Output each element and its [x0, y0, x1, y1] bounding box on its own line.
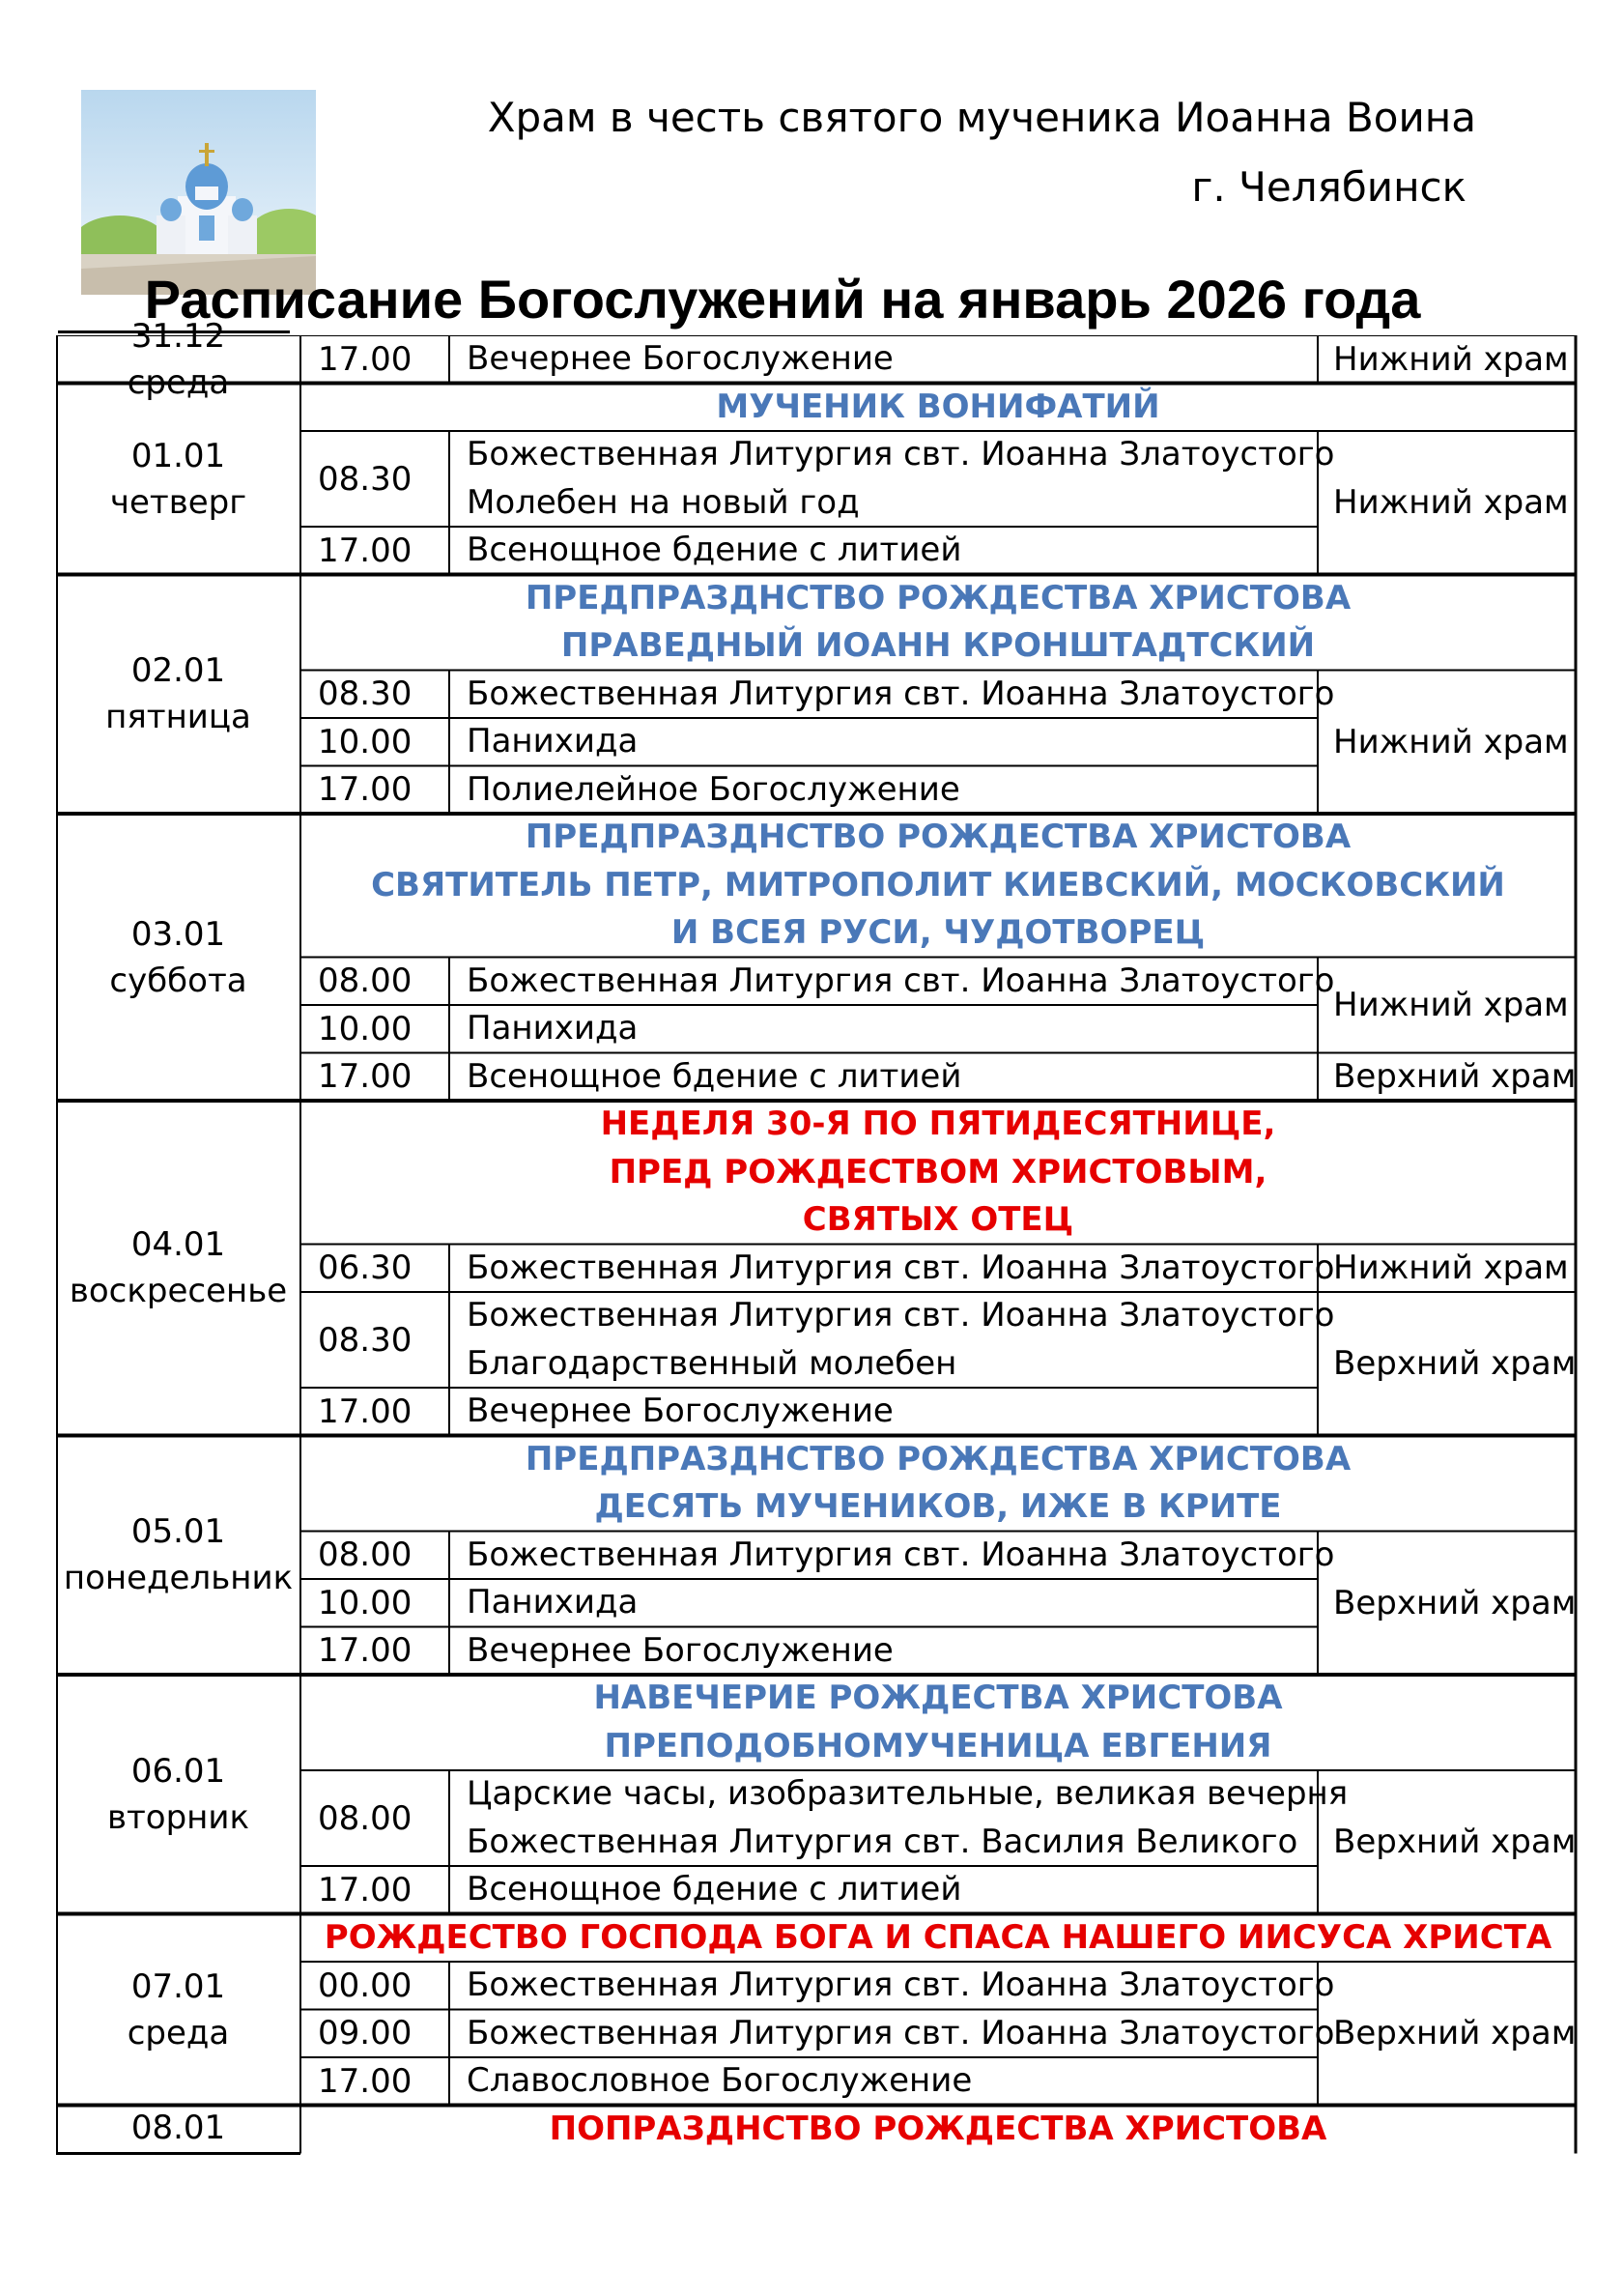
city-name: г. Челябинск — [1191, 163, 1466, 211]
service-name: Всенощное бдение с литией — [467, 531, 962, 569]
service-time: 17.00 — [318, 1631, 413, 1671]
day-weekday: четверг — [109, 482, 247, 522]
place-name: Верхний храм — [1333, 2014, 1577, 2053]
feast-title: РОЖДЕСТВО ГОСПОДА БОГА И СПАСА НАШЕГО ИИСУСА ХРИСТА — [324, 1917, 1552, 1957]
feast-title: МУЧЕНИК ВОНИФАТИЙ — [716, 387, 1160, 426]
service-time: 17.00 — [318, 1870, 413, 1909]
service-time: 17.00 — [318, 1392, 413, 1431]
service-name: Божественная Литургия свт. Иоанна Златоустого — [467, 961, 1335, 1000]
service-time: 08.00 — [318, 1535, 413, 1575]
feast-title: НЕДЕЛЯ 30-Я ПО ПЯТИДЕСЯТНИЦЕ, — [600, 1105, 1276, 1143]
place-name: Нижний храм — [1333, 339, 1569, 379]
place-name: Нижний храм — [1333, 1248, 1569, 1288]
day-date: 08.01 — [130, 2108, 226, 2147]
day-weekday: среда — [127, 362, 230, 402]
service-name: Божественная Литургия свт. Иоанна Златоустого — [467, 1248, 1335, 1287]
day-weekday: суббота — [109, 961, 247, 1000]
service-name: Благодарственный молебен — [467, 1343, 957, 1383]
place-name: Нижний храм — [1333, 722, 1569, 761]
service-name: Славословное Богослужение — [467, 2061, 973, 2100]
service-name: Божественная Литургия свт. Иоанна Златоустого — [467, 1966, 1335, 2004]
service-name: Божественная Литургия свт. Василия Великого — [467, 1822, 1298, 1861]
place-name: Верхний храм — [1333, 1344, 1577, 1384]
feast-title: СВЯТЫХ ОТЕЦ — [802, 1200, 1074, 1239]
day-weekday: пятница — [105, 698, 251, 737]
day-date: 03.01 — [130, 914, 226, 954]
service-name: Полиелейное Богослужение — [467, 769, 960, 809]
service-name: Божественная Литургия свт. Иоанна Златоустого — [467, 1296, 1335, 1335]
place-name: Нижний храм — [1333, 986, 1569, 1024]
feast-title: ПРЕДПРАЗДНСТВО РОЖДЕСТВА ХРИСТОВА — [525, 818, 1352, 856]
service-time: 08.30 — [318, 1320, 413, 1360]
service-name: Божественная Литургия свт. Иоанна Златоустого — [467, 674, 1335, 713]
service-name: Божественная Литургия свт. Иоанна Златоустого — [467, 2013, 1335, 2052]
service-name: Божественная Литургия свт. Иоанна Златоустого — [467, 435, 1335, 474]
schedule-table — [56, 316, 1578, 2232]
feast-title: И ВСЕЯ РУСИ, ЧУДОТВОРЕЦ — [670, 913, 1206, 952]
day-date: 02.01 — [130, 651, 226, 691]
service-name: Вечернее Богослужение — [467, 339, 894, 378]
service-name: Всенощное бдение с литией — [467, 1056, 962, 1096]
service-name: Панихида — [467, 722, 639, 761]
feast-title: ПРЕД РОЖДЕСТВОМ ХРИСТОВЫМ, — [609, 1152, 1267, 1191]
service-name: Всенощное бдение с литией — [467, 1870, 962, 1909]
day-date: 07.01 — [130, 1966, 226, 2006]
service-time: 09.00 — [318, 2014, 413, 2053]
feast-title: СВЯТИТЕЛЬ ПЕТР, МИТРОПОЛИТ КИЕВСКИЙ, МОСКОВСКИЙ — [371, 865, 1505, 904]
day-weekday: воскресенье — [69, 1272, 288, 1311]
place-name: Верхний храм — [1333, 1583, 1577, 1622]
feast-title: ПРЕДПРАЗДНСТВО РОЖДЕСТВА ХРИСТОВА — [525, 578, 1352, 617]
day-weekday: среда — [127, 2013, 230, 2052]
service-time: 10.00 — [318, 722, 413, 761]
day-date: 01.01 — [130, 436, 226, 475]
service-time: 10.00 — [318, 1009, 413, 1048]
service-name: Царские часы, изобразительные, великая вечерня — [467, 1774, 1349, 1813]
service-time: 17.00 — [318, 2061, 413, 2101]
place-name: Верхний храм — [1333, 1822, 1577, 1862]
service-time: 00.00 — [318, 1966, 413, 2005]
service-name: Панихида — [467, 1009, 639, 1048]
feast-title: ДЕСЯТЬ МУЧЕНИКОВ, ИЖЕ В КРИТЕ — [594, 1487, 1282, 1526]
feast-title: ПРЕДПРАЗДНСТВО РОЖДЕСТВА ХРИСТОВА — [525, 1439, 1352, 1478]
feast-title: ПРЕПОДОБНОМУЧЕНИЦА ЕВГЕНИЯ — [604, 1726, 1272, 1765]
service-name: Вечернее Богослужение — [467, 1392, 894, 1430]
day-date: 31.12 — [130, 316, 226, 356]
feast-title: ПРАВЕДНЫЙ ИОАНН КРОНШТАДТСКИЙ — [560, 626, 1316, 665]
page-title: Расписание Богослужений на январь 2026 года — [144, 269, 1421, 330]
service-time: 06.30 — [318, 1248, 413, 1288]
church-name: Храм в честь святого мученика Иоанна Воина — [487, 94, 1476, 141]
service-time: 17.00 — [318, 770, 413, 810]
day-weekday: понедельник — [63, 1559, 294, 1598]
service-time: 10.00 — [318, 1583, 413, 1622]
day-date: 05.01 — [130, 1512, 226, 1552]
service-name: Вечернее Богослужение — [467, 1630, 894, 1670]
service-time: 08.00 — [318, 961, 413, 1001]
service-time: 17.00 — [318, 1057, 413, 1097]
place-name: Верхний храм — [1333, 1057, 1577, 1097]
service-name: Панихида — [467, 1583, 639, 1622]
service-time: 08.30 — [318, 459, 413, 499]
day-date: 06.01 — [130, 1751, 226, 1791]
day-date: 04.01 — [130, 1225, 226, 1265]
service-name: Божественная Литургия свт. Иоанна Златоустого — [467, 1535, 1335, 1574]
service-time: 08.00 — [318, 1798, 413, 1838]
service-time: 17.00 — [318, 339, 413, 379]
feast-title: ПОПРАЗДНСТВО РОЖДЕСТВА ХРИСТОВА — [549, 2109, 1327, 2148]
place-name: Нижний храм — [1333, 483, 1569, 523]
day-weekday: вторник — [106, 1797, 250, 1837]
service-time: 17.00 — [318, 531, 413, 570]
service-time: 08.30 — [318, 674, 413, 714]
service-name: Молебен на новый год — [467, 482, 860, 522]
feast-title: НАВЕЧЕРИЕ РОЖДЕСТВА ХРИСТОВА — [593, 1679, 1283, 1717]
